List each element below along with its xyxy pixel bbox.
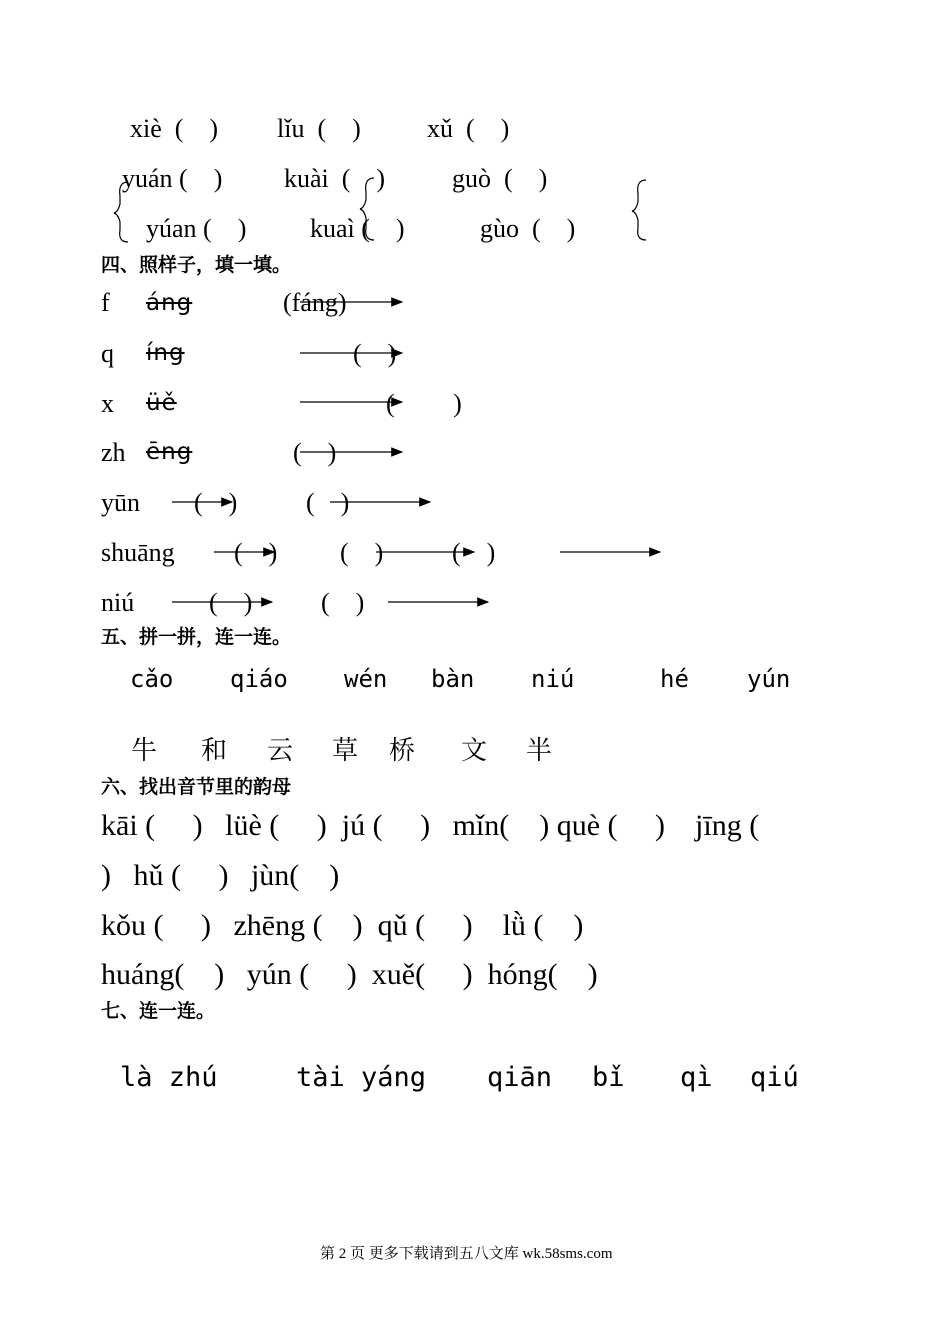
exercise-line: ) hǔ ( ) jùn( ): [101, 859, 340, 892]
answer-blank[interactable]: ( ): [293, 438, 337, 467]
initial: zh: [101, 438, 126, 467]
syllable-3: xǔ ( ): [427, 114, 510, 143]
answer: (fáng): [283, 288, 347, 317]
pinyin-item[interactable]: qiáo: [230, 665, 288, 693]
exercise-line: huáng( ) yún ( ) xuě( ) hóng( ): [101, 958, 598, 991]
section-heading-6: 六、找出音节里的韵母: [101, 776, 292, 798]
pinyin-item[interactable]: cǎo: [130, 665, 174, 693]
initial: q: [101, 339, 114, 368]
pinyin-item[interactable]: là zhú: [120, 1062, 218, 1093]
exercise-line: kāi ( ) lüè ( ) jú ( ) mǐn( ) què ( ) jīng (: [101, 809, 760, 842]
answer-blank[interactable]: ( ): [194, 488, 238, 517]
initial: x: [101, 389, 114, 418]
syllable-7: yúan ( ): [146, 214, 247, 243]
syllable-4: yuán ( ): [122, 164, 223, 193]
syllable: niú: [101, 588, 135, 617]
hanzi-item[interactable]: 云: [267, 736, 294, 766]
final: ēng: [146, 439, 193, 465]
pinyin-item[interactable]: bàn: [431, 665, 475, 693]
answer-blank[interactable]: ( ): [306, 488, 350, 517]
answer-blank[interactable]: ( ): [340, 538, 384, 567]
syllable: yūn: [101, 488, 140, 517]
final: áng: [146, 290, 193, 316]
answer-blank[interactable]: ( ): [353, 339, 397, 368]
syllable-5: kuài ( ): [284, 164, 386, 193]
final: íng: [146, 340, 185, 366]
brace-right: [632, 180, 646, 240]
answer-blank[interactable]: ( ): [321, 588, 365, 617]
syllable-6: guò ( ): [452, 164, 548, 193]
answer-blank[interactable]: ( ): [234, 538, 278, 567]
hanzi-item[interactable]: 和: [201, 736, 228, 766]
page-footer: 第 2 页 更多下载请到五八文库 wk.58sms.com: [320, 1246, 613, 1262]
pinyin-item[interactable]: wén: [344, 665, 388, 693]
answer-blank[interactable]: ( ): [452, 538, 496, 567]
section-heading-4: 四、照样子，填一填。: [101, 254, 292, 276]
answer-blank[interactable]: ( ): [386, 389, 462, 418]
hanzi-item[interactable]: 草: [332, 736, 359, 766]
final: üě: [146, 390, 177, 416]
pinyin-item[interactable]: qiān: [487, 1062, 553, 1093]
pinyin-item[interactable]: bǐ: [592, 1062, 625, 1093]
hanzi-item[interactable]: 文: [461, 736, 488, 766]
syllable: shuāng: [101, 538, 175, 567]
section-heading-7: 七、连一连。: [101, 1000, 216, 1022]
pinyin-item[interactable]: qì: [680, 1062, 713, 1093]
hanzi-item[interactable]: 半: [526, 736, 553, 766]
syllable-2: lǐu ( ): [277, 114, 361, 143]
pinyin-item[interactable]: hé: [660, 665, 689, 693]
syllable-1: xiè ( ): [130, 114, 219, 143]
initial: f: [101, 288, 110, 317]
syllable-9: gùo ( ): [480, 214, 576, 243]
pinyin-item[interactable]: yún: [747, 665, 791, 693]
hanzi-item[interactable]: 桥: [389, 736, 416, 766]
pinyin-item[interactable]: qiú: [750, 1062, 799, 1093]
answer-blank[interactable]: ( ): [209, 588, 253, 617]
pinyin-item[interactable]: tài yáng: [296, 1062, 427, 1093]
section-heading-5: 五、拼一拼，连一连。: [101, 626, 292, 648]
pinyin-item[interactable]: niú: [531, 665, 575, 693]
hanzi-item[interactable]: 牛: [131, 736, 158, 766]
exercise-line: kǒu ( ) zhēng ( ) qǔ ( ) lǜ ( ): [101, 909, 584, 942]
syllable-8: kuaì ( ): [310, 214, 405, 243]
